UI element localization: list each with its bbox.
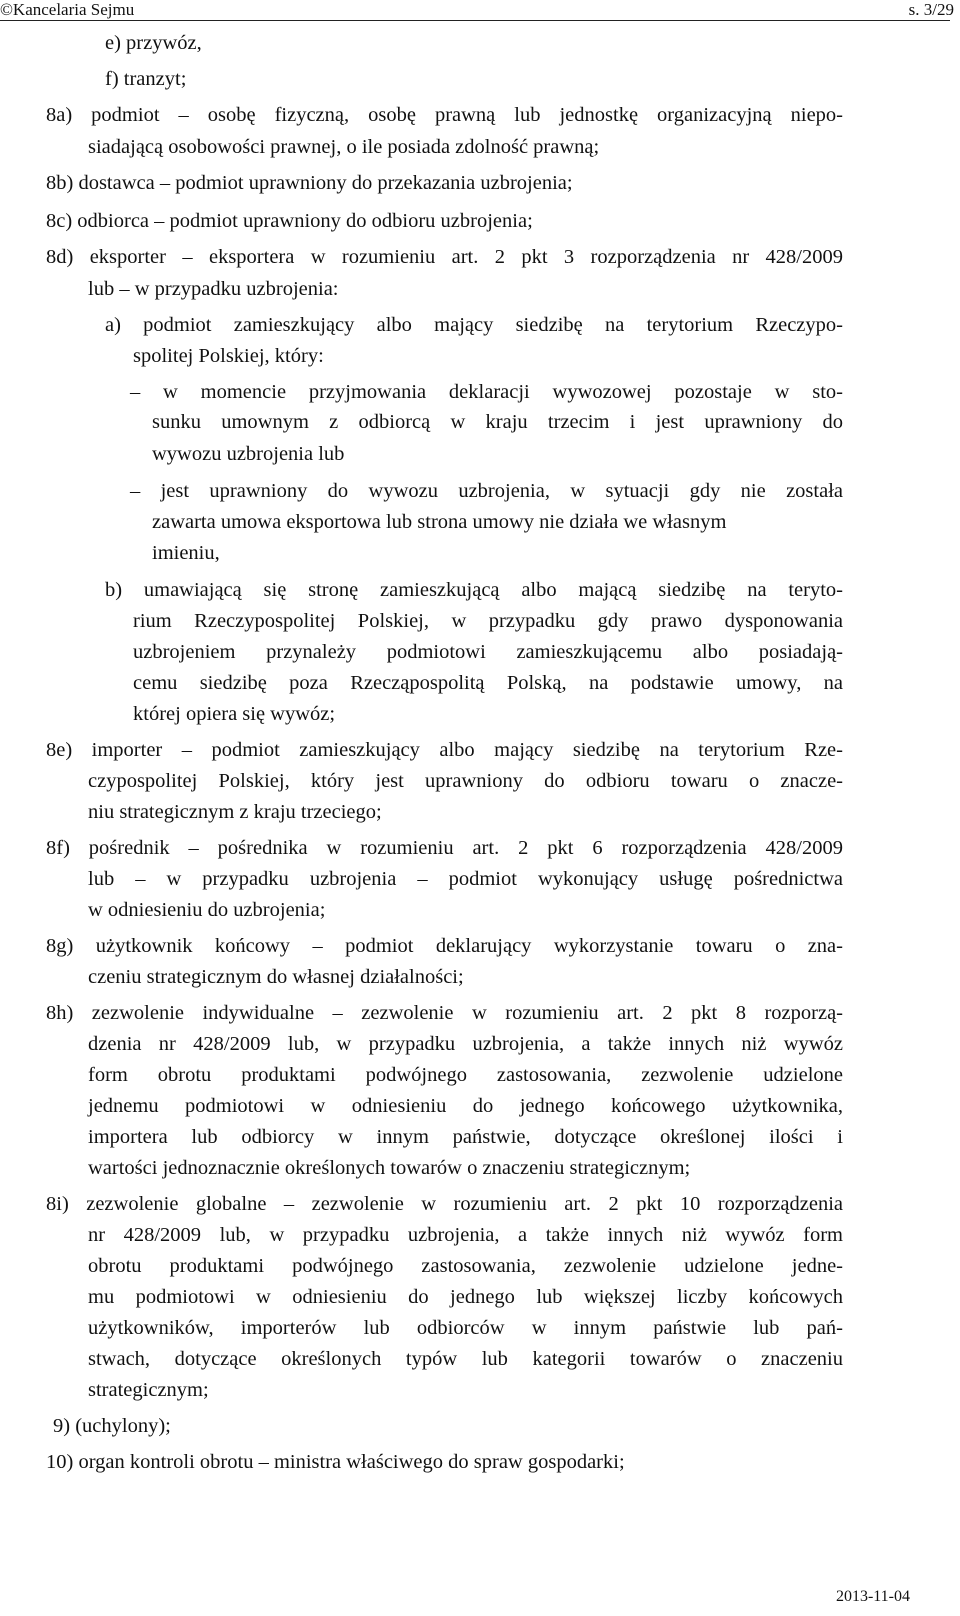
item-8h-line4: jednemu podmiotowi w odniesieniu do jednego końcowego użytkownika,	[88, 1095, 843, 1117]
footer-date: 2013-11-04	[835, 1588, 910, 1605]
item-8i-line3: obrotu produktami podwójnego zastosowania, zezwolenie udzielone jedne-	[88, 1255, 843, 1277]
item-8h-line5: importera lub odbiorcy w innym państwie, dotyczące określonej ilości i	[88, 1126, 843, 1148]
item-8d-b-line5: której opiera się wywóz;	[133, 703, 336, 725]
item-8e-line2: czypospolitej Polskiej, który jest uprawniony do odbioru towaru o znacze-	[88, 770, 843, 792]
header-rule	[0, 20, 950, 21]
item-8a-line1: 8a) podmiot – osobę fizyczną, osobę prawną lub jednostkę organizacyjną niepo-	[46, 104, 843, 126]
item-10: 10) organ kontroli obrotu – ministra właściwego do spraw gospodarki;	[46, 1451, 625, 1473]
item-8d-line2: lub – w przypadku uzbrojenia:	[88, 278, 339, 300]
item-8d-line1: 8d) eksporter – eksportera w rozumieniu art. 2 pkt 3 rozporządzenia nr 428/2009	[46, 246, 843, 268]
item-8h-line1: 8h) zezwolenie indywidualne – zezwolenie w rozumieniu art. 2 pkt 8 rozporzą-	[46, 1002, 843, 1024]
item-8d-b-line3: uzbrojeniem przynależy podmiotowi zamieszkującemu albo posiadają-	[133, 641, 843, 663]
item-tiret1-line3: wywozu uzbrojenia lub	[152, 443, 345, 465]
item-8d-b-line1: b) umawiającą się stronę zamieszkującą albo mającą siedzibę na teryto-	[105, 579, 843, 601]
item-8i-line7: strategicznym;	[88, 1379, 209, 1401]
header-copyright: ©Kancelaria Sejmu	[0, 0, 135, 19]
item-8f-line1: 8f) pośrednik – pośrednika w rozumieniu art. 2 pkt 6 rozporządzenia 428/2009	[46, 837, 843, 859]
item-8d-b-line4: cemu siedzibę poza Rzecząpospolitą Polską, na podstawie umowy, na	[133, 672, 843, 694]
item-f: f) tranzyt;	[105, 68, 187, 90]
item-8i-line1: 8i) zezwolenie globalne – zezwolenie w rozumieniu art. 2 pkt 10 rozporządzenia	[46, 1193, 843, 1215]
item-8g-line2: czeniu strategicznym do własnej działalności;	[88, 966, 464, 988]
item-8e-line3: niu strategicznym z kraju trzeciego;	[88, 801, 382, 823]
item-8h-line3: form obrotu produktami podwójnego zastosowania, zezwolenie udzielone	[88, 1064, 843, 1086]
item-8h-line6: wartości jednoznacznie określonych towarów o znaczeniu strategicznym;	[88, 1157, 691, 1179]
item-8i-line6: stwach, dotyczące określonych typów lub kategorii towarów o znaczeniu	[88, 1348, 843, 1370]
item-tiret2-line2: zawarta umowa eksportowa lub strona umowy nie działa we własnym	[152, 511, 727, 533]
item-8a-line2: siadającą osobowości prawnej, o ile posiada zdolność prawną;	[88, 136, 600, 158]
item-tiret2-line1: – jest uprawniony do wywozu uzbrojenia, w sytuacji gdy nie została	[130, 480, 843, 502]
item-9: 9) (uchylony);	[53, 1415, 171, 1437]
item-8d-a-line2: spolitej Polskiej, który:	[133, 345, 324, 367]
item-8g-line1: 8g) użytkownik końcowy – podmiot deklarujący wykorzystanie towaru o zna-	[46, 935, 843, 957]
item-8e-line1: 8e) importer – podmiot zamieszkujący albo mający siedzibę na terytorium Rze-	[46, 739, 843, 761]
item-8h-line2: dzenia nr 428/2009 lub, w przypadku uzbrojenia, a także innych niż wywóz	[88, 1033, 843, 1055]
item-8f-line2: lub – w przypadku uzbrojenia – podmiot wykonujący usługę pośrednictwa	[88, 868, 843, 890]
item-8b: 8b) dostawca – podmiot uprawniony do przekazania uzbrojenia;	[46, 172, 573, 194]
item-8i-line4: mu podmiotowi w odniesieniu do jednego lub większej liczby końcowych	[88, 1286, 843, 1308]
item-e: e) przywóz,	[105, 32, 202, 54]
item-8d-b-line2: rium Rzeczypospolitej Polskiej, w przypadku gdy prawo dysponowania	[133, 610, 843, 632]
item-8d-a-line1: a) podmiot zamieszkujący albo mający siedzibę na terytorium Rzeczypo-	[105, 314, 843, 336]
item-8i-line2: nr 428/2009 lub, w przypadku uzbrojenia, a także innych niż wywóz form	[88, 1224, 843, 1246]
item-8f-line3: w odniesieniu do uzbrojenia;	[88, 899, 326, 921]
item-8i-line5: użytkowników, importerów lub odbiorców w innym państwie lub pań-	[88, 1317, 843, 1339]
item-8c: 8c) odbiorca – podmiot uprawniony do odbioru uzbrojenia;	[46, 210, 533, 232]
item-tiret2-line3: imieniu,	[152, 542, 220, 564]
header-page-number: s. 3/29	[908, 0, 954, 19]
item-tiret1-line1: – w momencie przyjmowania deklaracji wywozowej pozostaje w sto-	[130, 381, 843, 403]
item-tiret1-line2: sunku umownym z odbiorcą w kraju trzecim i jest uprawniony do	[152, 411, 843, 433]
